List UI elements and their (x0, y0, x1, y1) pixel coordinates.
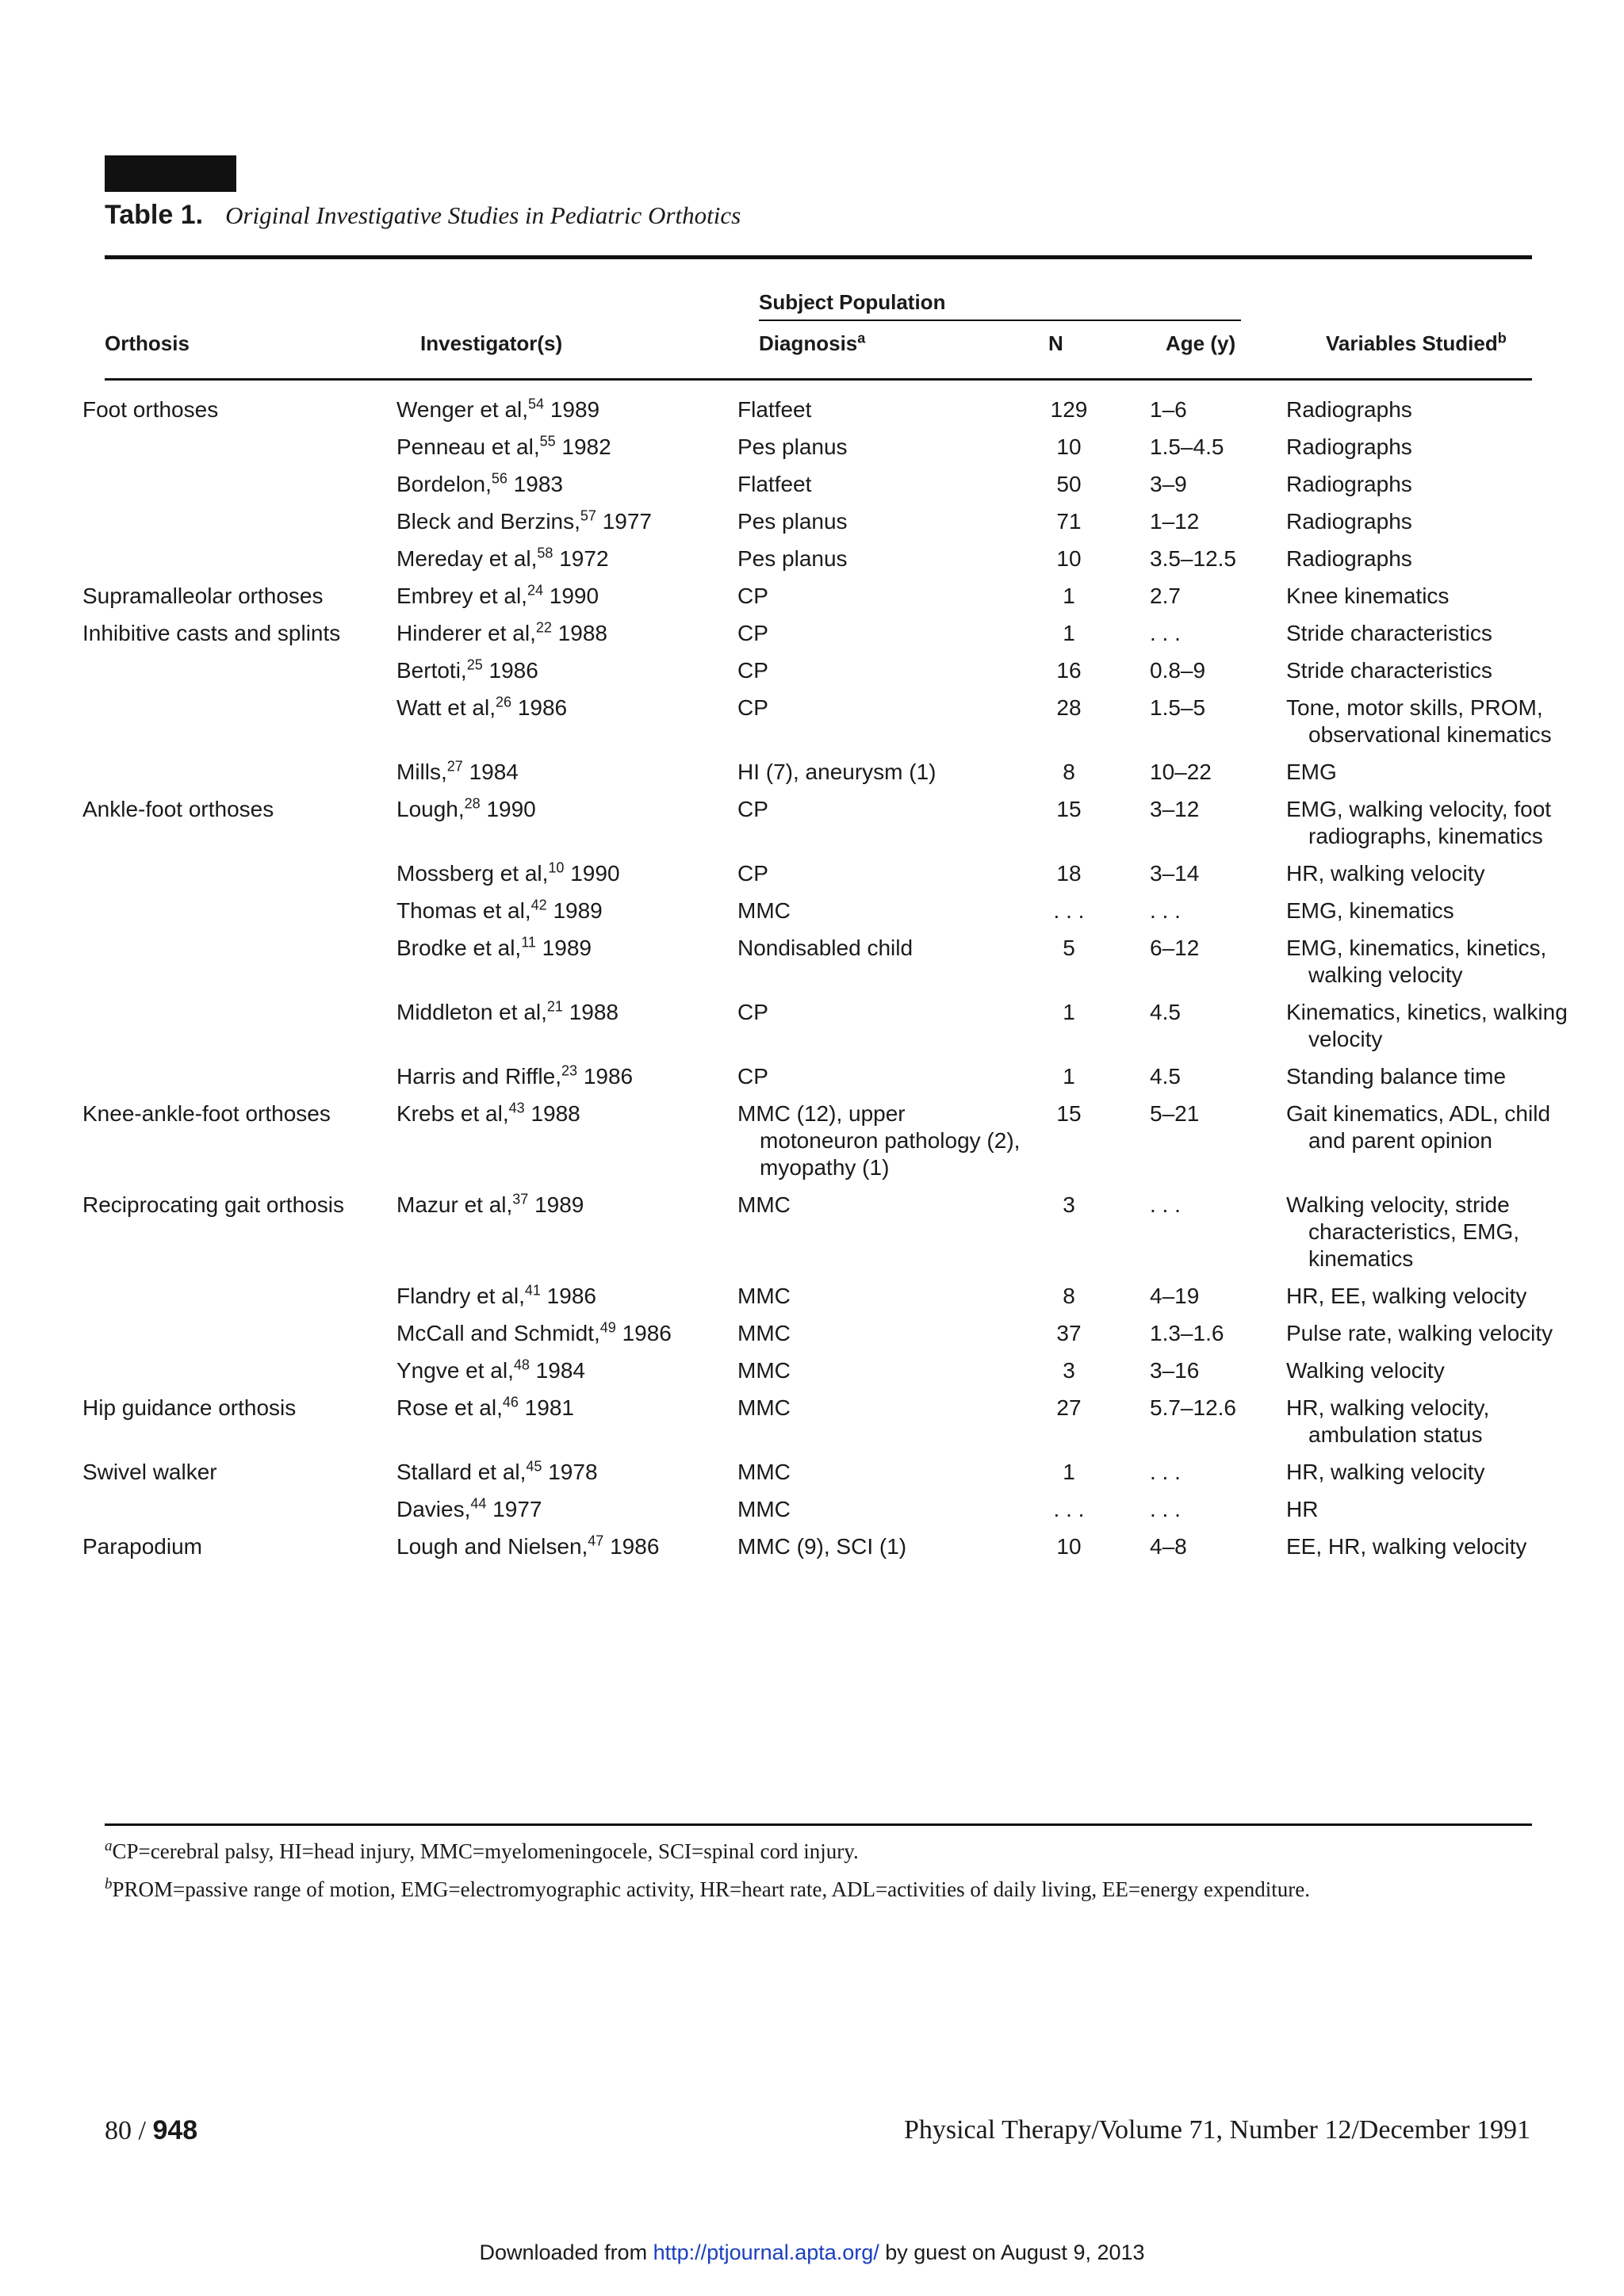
variables-cell: HR, walking velocity, ambulation status (1286, 1395, 1490, 1447)
orthosis-cell: Reciprocating gait orthosis (82, 1192, 344, 1217)
age-cell: 3.5–12.5 (1150, 546, 1236, 571)
n-cell: 71 (1056, 509, 1082, 534)
table-label: Table 1. (105, 200, 204, 230)
orthosis-cell (105, 508, 419, 545)
age-cell: 3–14 (1150, 861, 1200, 886)
n-cell: . . . (1053, 898, 1085, 923)
table-row (105, 759, 1573, 796)
table-row (105, 1496, 1573, 1533)
diagnosis-cell: HI (7), aneurysm (1) (737, 760, 936, 784)
n-cell: 3 (1063, 1192, 1075, 1217)
variables-cell: Pulse rate, walking velocity (1286, 1321, 1553, 1345)
investigator-cell: Yngve et al,$^{48}$ 1984 (396, 1357, 585, 1383)
table-row (105, 508, 1573, 545)
diagnosis-cell: MMC (737, 1358, 791, 1383)
orthosis-cell: Knee-ankle-foot orthoses (82, 1101, 331, 1126)
table-row (105, 1320, 1573, 1357)
table-row (105, 1192, 1573, 1283)
investigator-cell: Penneau et al,$^{55}$ 1982 (396, 433, 611, 459)
table-row (105, 999, 1573, 1063)
diagnosis-cell: Nondisabled child (737, 936, 914, 960)
orthosis-cell (105, 1496, 419, 1533)
header-orthosis: Orthosis (105, 331, 190, 355)
age-cell: 1.5–4.5 (1150, 434, 1224, 459)
table-row (105, 1100, 1573, 1192)
variables-cell: Stride characteristics (1286, 658, 1492, 683)
age-cell: . . . (1150, 621, 1181, 645)
diagnosis-cell: MMC (737, 898, 791, 923)
age-cell: 4–8 (1150, 1534, 1187, 1559)
variables-cell: Walking velocity (1286, 1358, 1445, 1383)
n-cell: . . . (1053, 1497, 1085, 1521)
diagnosis-cell: CP (737, 584, 768, 608)
variables-cell: Walking velocity, stride characteristics, EMG, kinematics (1286, 1192, 1520, 1271)
variables-cell: EMG, kinematics (1286, 898, 1454, 923)
bottom-rule (105, 1823, 1532, 1826)
table-title: Original Investigative Studies in Pediatric Orthotics (225, 201, 741, 229)
n-cell: 10 (1056, 1534, 1082, 1559)
variables-cell: Tone, motor skills, PROM, observational kinematics (1286, 695, 1552, 747)
table-row (105, 695, 1573, 759)
variables-cell: Standing balance time (1286, 1064, 1507, 1089)
orthosis-cell (105, 1283, 419, 1320)
n-cell: 37 (1056, 1321, 1082, 1345)
age-cell: 1–12 (1150, 509, 1200, 534)
investigator-cell: Brodke et al,$^{11}$ 1989 (396, 934, 592, 960)
n-cell: 1 (1063, 1064, 1075, 1089)
age-cell: . . . (1150, 1460, 1181, 1484)
n-cell: 1 (1063, 621, 1075, 645)
orthosis-cell: Parapodium (82, 1534, 202, 1559)
n-cell: 5 (1063, 936, 1075, 960)
variables-cell: EMG (1286, 760, 1337, 784)
age-cell: . . . (1150, 1192, 1181, 1217)
investigator-cell: Middleton et al,$^{21}$ 1988 (396, 998, 619, 1024)
n-cell: 16 (1056, 658, 1082, 683)
diagnosis-cell: MMC (9), SCI (1) (737, 1534, 907, 1559)
table-row (105, 1283, 1573, 1320)
download-notice: Downloaded from http://ptjournal.apta.org/ by guest on August 9, 2013 (479, 2241, 1145, 2264)
group-rule (759, 320, 1241, 321)
investigator-cell: Stallard et al,$^{45}$ 1978 (396, 1458, 598, 1484)
table-row (105, 1395, 1573, 1459)
header-n: N (1048, 331, 1063, 355)
table-row (105, 935, 1573, 999)
diagnosis-cell: Pes planus (737, 434, 848, 459)
diagnosis-cell: MMC (737, 1192, 791, 1217)
diagnosis-cell: MMC (12), upper motoneuron pathology (2), myopathy (1) (737, 1101, 1021, 1180)
table-row (105, 897, 1573, 935)
n-cell: 10 (1056, 546, 1082, 571)
variables-cell: HR, walking velocity (1286, 1460, 1485, 1484)
investigator-cell: Krebs et al,$^{43}$ 1988 (396, 1100, 580, 1126)
orthosis-cell (105, 935, 419, 999)
header-age: Age (y) (1166, 331, 1236, 355)
diagnosis-cell: CP (737, 658, 768, 683)
orthosis-cell (105, 1357, 419, 1395)
variables-cell: EMG, walking velocity, foot radiographs, kinematics (1286, 797, 1552, 848)
investigator-cell: Bertoti,$^{25}$ 1986 (396, 656, 538, 683)
variables-cell: Stride characteristics (1286, 621, 1492, 645)
investigator-cell: Harris and Riffle,$^{23}$ 1986 (396, 1062, 634, 1089)
diagnosis-cell: MMC (737, 1395, 791, 1420)
age-cell: 3–12 (1150, 797, 1200, 821)
diagnosis-cell: MMC (737, 1284, 791, 1308)
orthosis-cell (105, 759, 419, 796)
header-investigator: Investigator(s) (420, 331, 563, 355)
investigator-cell: Davies,$^{44}$ 1977 (396, 1495, 542, 1521)
n-cell: 129 (1050, 397, 1088, 422)
n-cell: 27 (1056, 1395, 1082, 1420)
age-cell: 1–6 (1150, 397, 1187, 422)
age-cell: 5–21 (1150, 1101, 1200, 1126)
n-cell: 10 (1056, 434, 1082, 459)
footnote-a: $^a$CP=cerebral palsy, HI=head injury, MMC=myelomeningocele, SCI=spinal cord injury. (105, 1838, 859, 1863)
variables-cell: Gait kinematics, ADL, child and parent opinion (1286, 1101, 1551, 1153)
investigator-cell: Wenger et al,$^{54}$ 1989 (396, 396, 600, 422)
n-cell: 28 (1056, 695, 1082, 720)
page-number: 80 / 948 (105, 2115, 198, 2145)
age-cell: 4–19 (1150, 1284, 1200, 1308)
investigator-cell: Embrey et al,$^{24}$ 1990 (396, 582, 599, 608)
investigator-cell: McCall and Schmidt,$^{49}$ 1986 (396, 1319, 672, 1345)
table-row (105, 396, 1573, 434)
diagnosis-cell: CP (737, 695, 768, 720)
age-cell: . . . (1150, 1497, 1181, 1521)
diagnosis-cell: CP (737, 621, 768, 645)
diagnosis-cell: CP (737, 1000, 768, 1024)
investigator-cell: Mazur et al,$^{37}$ 1989 (396, 1191, 584, 1217)
variables-cell: Radiographs (1286, 509, 1412, 534)
table-row (105, 620, 1573, 657)
diagnosis-cell: MMC (737, 1321, 791, 1345)
table-row (105, 1459, 1573, 1496)
age-cell: . . . (1150, 898, 1181, 923)
n-cell: 50 (1056, 472, 1082, 496)
orthosis-cell (105, 897, 419, 935)
investigator-cell: Flandry et al,$^{41}$ 1986 (396, 1282, 596, 1308)
variables-cell: HR, walking velocity (1286, 861, 1485, 886)
diagnosis-cell: MMC (737, 1460, 791, 1484)
orthosis-cell (105, 434, 419, 471)
variables-cell: Radiographs (1286, 546, 1412, 571)
orthosis-cell (105, 1320, 419, 1357)
orthosis-cell: Hip guidance orthosis (82, 1395, 297, 1420)
table-caption (105, 200, 741, 231)
n-cell: 18 (1056, 861, 1082, 886)
age-cell: 0.8–9 (1150, 658, 1206, 683)
investigator-cell: Hinderer et al,$^{22}$ 1988 (396, 619, 607, 645)
orthosis-cell: Ankle-foot orthoses (82, 797, 274, 821)
orthosis-cell: Supramalleolar orthoses (82, 584, 324, 608)
age-cell: 5.7–12.6 (1150, 1395, 1236, 1420)
investigator-cell: Mossberg et al,$^{10}$ 1990 (396, 859, 620, 886)
table-row (105, 657, 1573, 695)
variables-cell: Radiographs (1286, 434, 1412, 459)
diagnosis-cell: CP (737, 861, 768, 886)
orthosis-cell: Inhibitive casts and splints (82, 621, 341, 645)
age-cell: 4.5 (1150, 1064, 1181, 1089)
diagnosis-cell: MMC (737, 1497, 791, 1521)
table-body (82, 396, 1573, 1571)
header-subject-population: Subject Population (759, 290, 946, 314)
investigator-cell: Rose et al,$^{46}$ 1981 (396, 1394, 574, 1420)
top-rule (105, 255, 1532, 259)
age-cell: 4.5 (1150, 1000, 1181, 1024)
age-cell: 1.3–1.6 (1150, 1321, 1224, 1345)
diagnosis-cell: Flatfeet (737, 397, 812, 422)
investigator-cell: Watt et al,$^{26}$ 1986 (396, 694, 568, 720)
variables-cell: Radiographs (1286, 472, 1412, 496)
n-cell: 1 (1063, 1460, 1075, 1484)
investigator-cell: Bleck and Berzins,$^{57}$ 1977 (396, 507, 652, 534)
orthosis-cell: Swivel walker (82, 1460, 217, 1484)
table-row (105, 796, 1573, 860)
orthosis-cell (105, 471, 419, 508)
studies-table (82, 396, 1573, 1571)
diagnosis-cell: CP (737, 797, 768, 821)
diagnosis-cell: Pes planus (737, 509, 848, 534)
diagnosis-cell: CP (737, 1064, 768, 1089)
header-variables: Variables Studied$^b$ (1326, 330, 1507, 355)
age-cell: 1.5–5 (1150, 695, 1206, 720)
variables-cell: HR, EE, walking velocity (1286, 1284, 1527, 1308)
variables-cell: Knee kinematics (1286, 584, 1450, 608)
investigator-cell: Lough and Nielsen,$^{47}$ 1986 (396, 1533, 660, 1559)
n-cell: 1 (1063, 584, 1075, 608)
table-label-block (105, 155, 236, 192)
table-row (105, 860, 1573, 897)
age-cell: 2.7 (1150, 584, 1181, 608)
orthosis-cell (105, 1063, 419, 1100)
investigator-cell: Bordelon,$^{56}$ 1983 (396, 470, 563, 496)
variables-cell: EMG, kinematics, kinetics, walking velocity (1286, 936, 1547, 987)
age-cell: 6–12 (1150, 936, 1200, 960)
variables-cell: Kinematics, kinetics, walking velocity (1286, 1000, 1568, 1051)
n-cell: 3 (1063, 1358, 1075, 1383)
footnote-b: $^b$PROM=passive range of motion, EMG=electromyographic activity, HR=heart rate, ADL=activities of daily living, EE=energy expenditure. (105, 1876, 1311, 1901)
orthosis-cell (105, 545, 419, 583)
age-cell: 3–9 (1150, 472, 1187, 496)
diagnosis-cell: Flatfeet (737, 472, 812, 496)
header-diagnosis: Diagnosis$^a$ (759, 330, 866, 355)
age-cell: 3–16 (1150, 1358, 1200, 1383)
variables-cell: EE, HR, walking velocity (1286, 1534, 1527, 1559)
table-row (105, 545, 1573, 583)
header-rule (105, 378, 1532, 381)
journal-citation: Physical Therapy/Volume 71, Number 12/December 1991 (903, 2115, 1530, 2145)
orthosis-cell (105, 695, 419, 759)
orthosis-cell (105, 860, 419, 897)
n-cell: 1 (1063, 1000, 1075, 1024)
investigator-cell: Thomas et al,$^{42}$ 1989 (396, 897, 603, 923)
n-cell: 8 (1063, 760, 1075, 784)
table-row (105, 1063, 1573, 1100)
n-cell: 15 (1056, 1101, 1082, 1126)
orthosis-cell (105, 657, 419, 695)
table-row (105, 471, 1573, 508)
table-row (105, 1357, 1573, 1395)
download-link[interactable]: http://ptjournal.apta.org/ (653, 2241, 879, 2264)
table-row (105, 1533, 1573, 1571)
orthosis-cell (105, 999, 419, 1063)
orthosis-cell: Foot orthoses (82, 397, 219, 422)
table-row (105, 434, 1573, 471)
age-cell: 10–22 (1150, 760, 1212, 784)
variables-cell: Radiographs (1286, 397, 1412, 422)
n-cell: 15 (1056, 797, 1082, 821)
investigator-cell: Mereday et al,$^{58}$ 1972 (396, 545, 609, 571)
variables-cell: HR (1286, 1497, 1319, 1521)
n-cell: 8 (1063, 1284, 1075, 1308)
investigator-cell: Lough,$^{28}$ 1990 (396, 795, 536, 821)
diagnosis-cell: Pes planus (737, 546, 848, 571)
table-row (105, 583, 1573, 620)
investigator-cell: Mills,$^{27}$ 1984 (396, 758, 519, 784)
